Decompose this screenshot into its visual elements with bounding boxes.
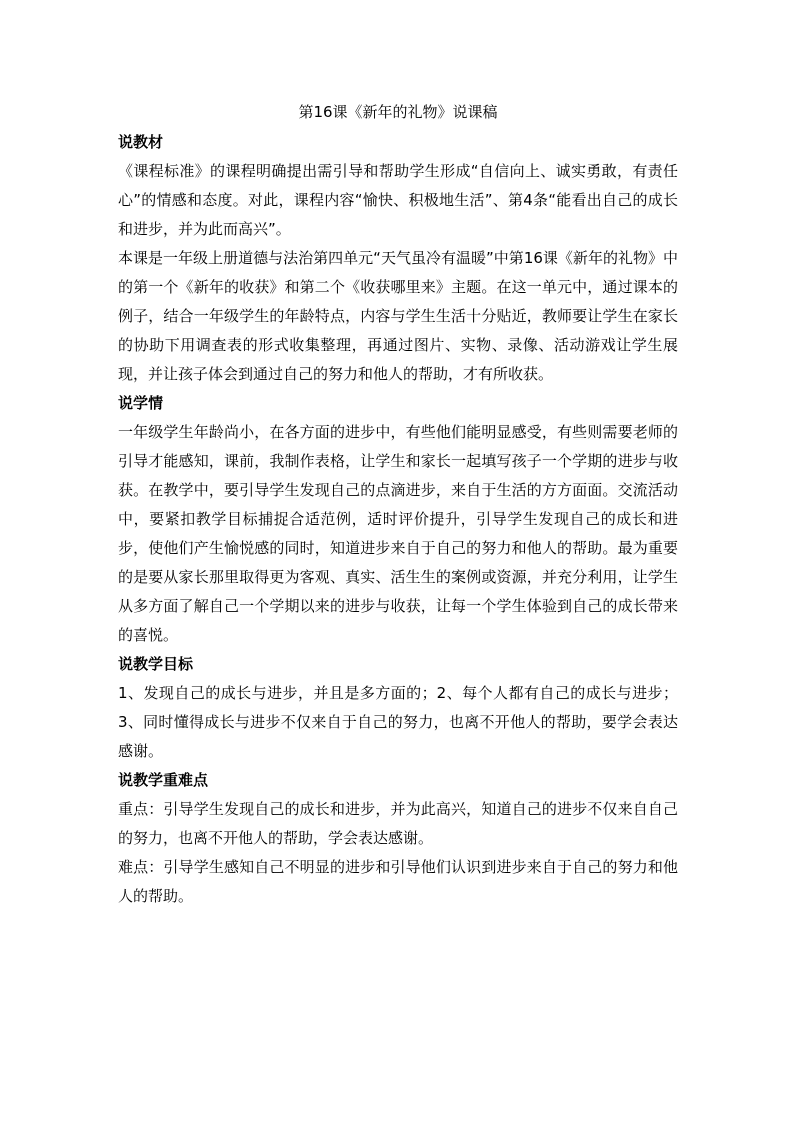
section-heading: 说教材 (118, 133, 164, 151)
paragraph: 《课程标准》的课程明确提出需引导和帮助学生形成“自信向上、诚实勇敢，有责任心”的情感和态度。对此，课程内容“愉快、积极地生活”、第4条“能看出自己的成长和进步，并为此而高兴”。 (118, 162, 678, 238)
paragraph: 一年级学生年龄尚小，在各方面的进步中，有些他们能明显感受，有些则需要老师的引导才能感知，课前，我制作表格，让学生和家长一起填写孩子一个学期的进步与收获。在教学中，要引导学生发现自己的点滴进步，来自于生活的方方面面。交流活动中，要紧扣教学目标捕捉合适范例，适时评价提升，引导学生发现自己的成长和进步，使他们产生愉悦感的同时，知道进步来自于自己的努力和他人的帮助。最为重要的是要从家长那里取得更为客观、真实、活生生的案例或资源，并充分利用，让学生从多方面了解自己一个学期以来的进步与收获，让每一个学生体验到自己的成长带来的喜悦。 (118, 423, 678, 644)
paragraph: 1、发现自己的成长与进步，并且是多方面的；2、每个人都有自己的成长与进步；3、同时懂得成长与进步不仅来自于自己的努力，也离不开他人的帮助，要学会表达感谢。 (118, 684, 678, 760)
section-objectives (118, 650, 678, 766)
document-title: 第16课《新年的礼物》说课稿 (298, 103, 498, 121)
paragraph: 本课是一年级上册道德与法治第四单元“天气虽冷有温暖”中第16课《新年的礼物》中的第一个《新年的收获》和第二个《收获哪里来》主题。在这一单元中，通过课本的例子，结合一年级学生的年龄特点，内容与学生生活十分贴近，教师要让学生在家长的协助下用调查表的形式收集整理，再通过图片、实物、录像、活动游戏让学生展现，并让孩子体会到通过自己的努力和他人的帮助，才有所收获。 (118, 249, 678, 383)
document-page (118, 100, 678, 911)
section-students (118, 389, 678, 650)
section-heading: 说学情 (118, 394, 164, 412)
section-heading: 说教学目标 (118, 655, 194, 673)
paragraph: 重点：引导学生发现自己的成长和进步，并为此高兴，知道自己的进步不仅来自自己的努力，也离不开他人的帮助，学会表达感谢。 (118, 800, 678, 847)
section-heading: 说教学重难点 (118, 771, 209, 789)
paragraph: 难点：引导学生感知自己不明显的进步和引导他们认识到进步来自于自己的努力和他人的帮助。 (118, 858, 678, 905)
section-key-points (118, 766, 678, 911)
section-textbook (118, 128, 678, 389)
